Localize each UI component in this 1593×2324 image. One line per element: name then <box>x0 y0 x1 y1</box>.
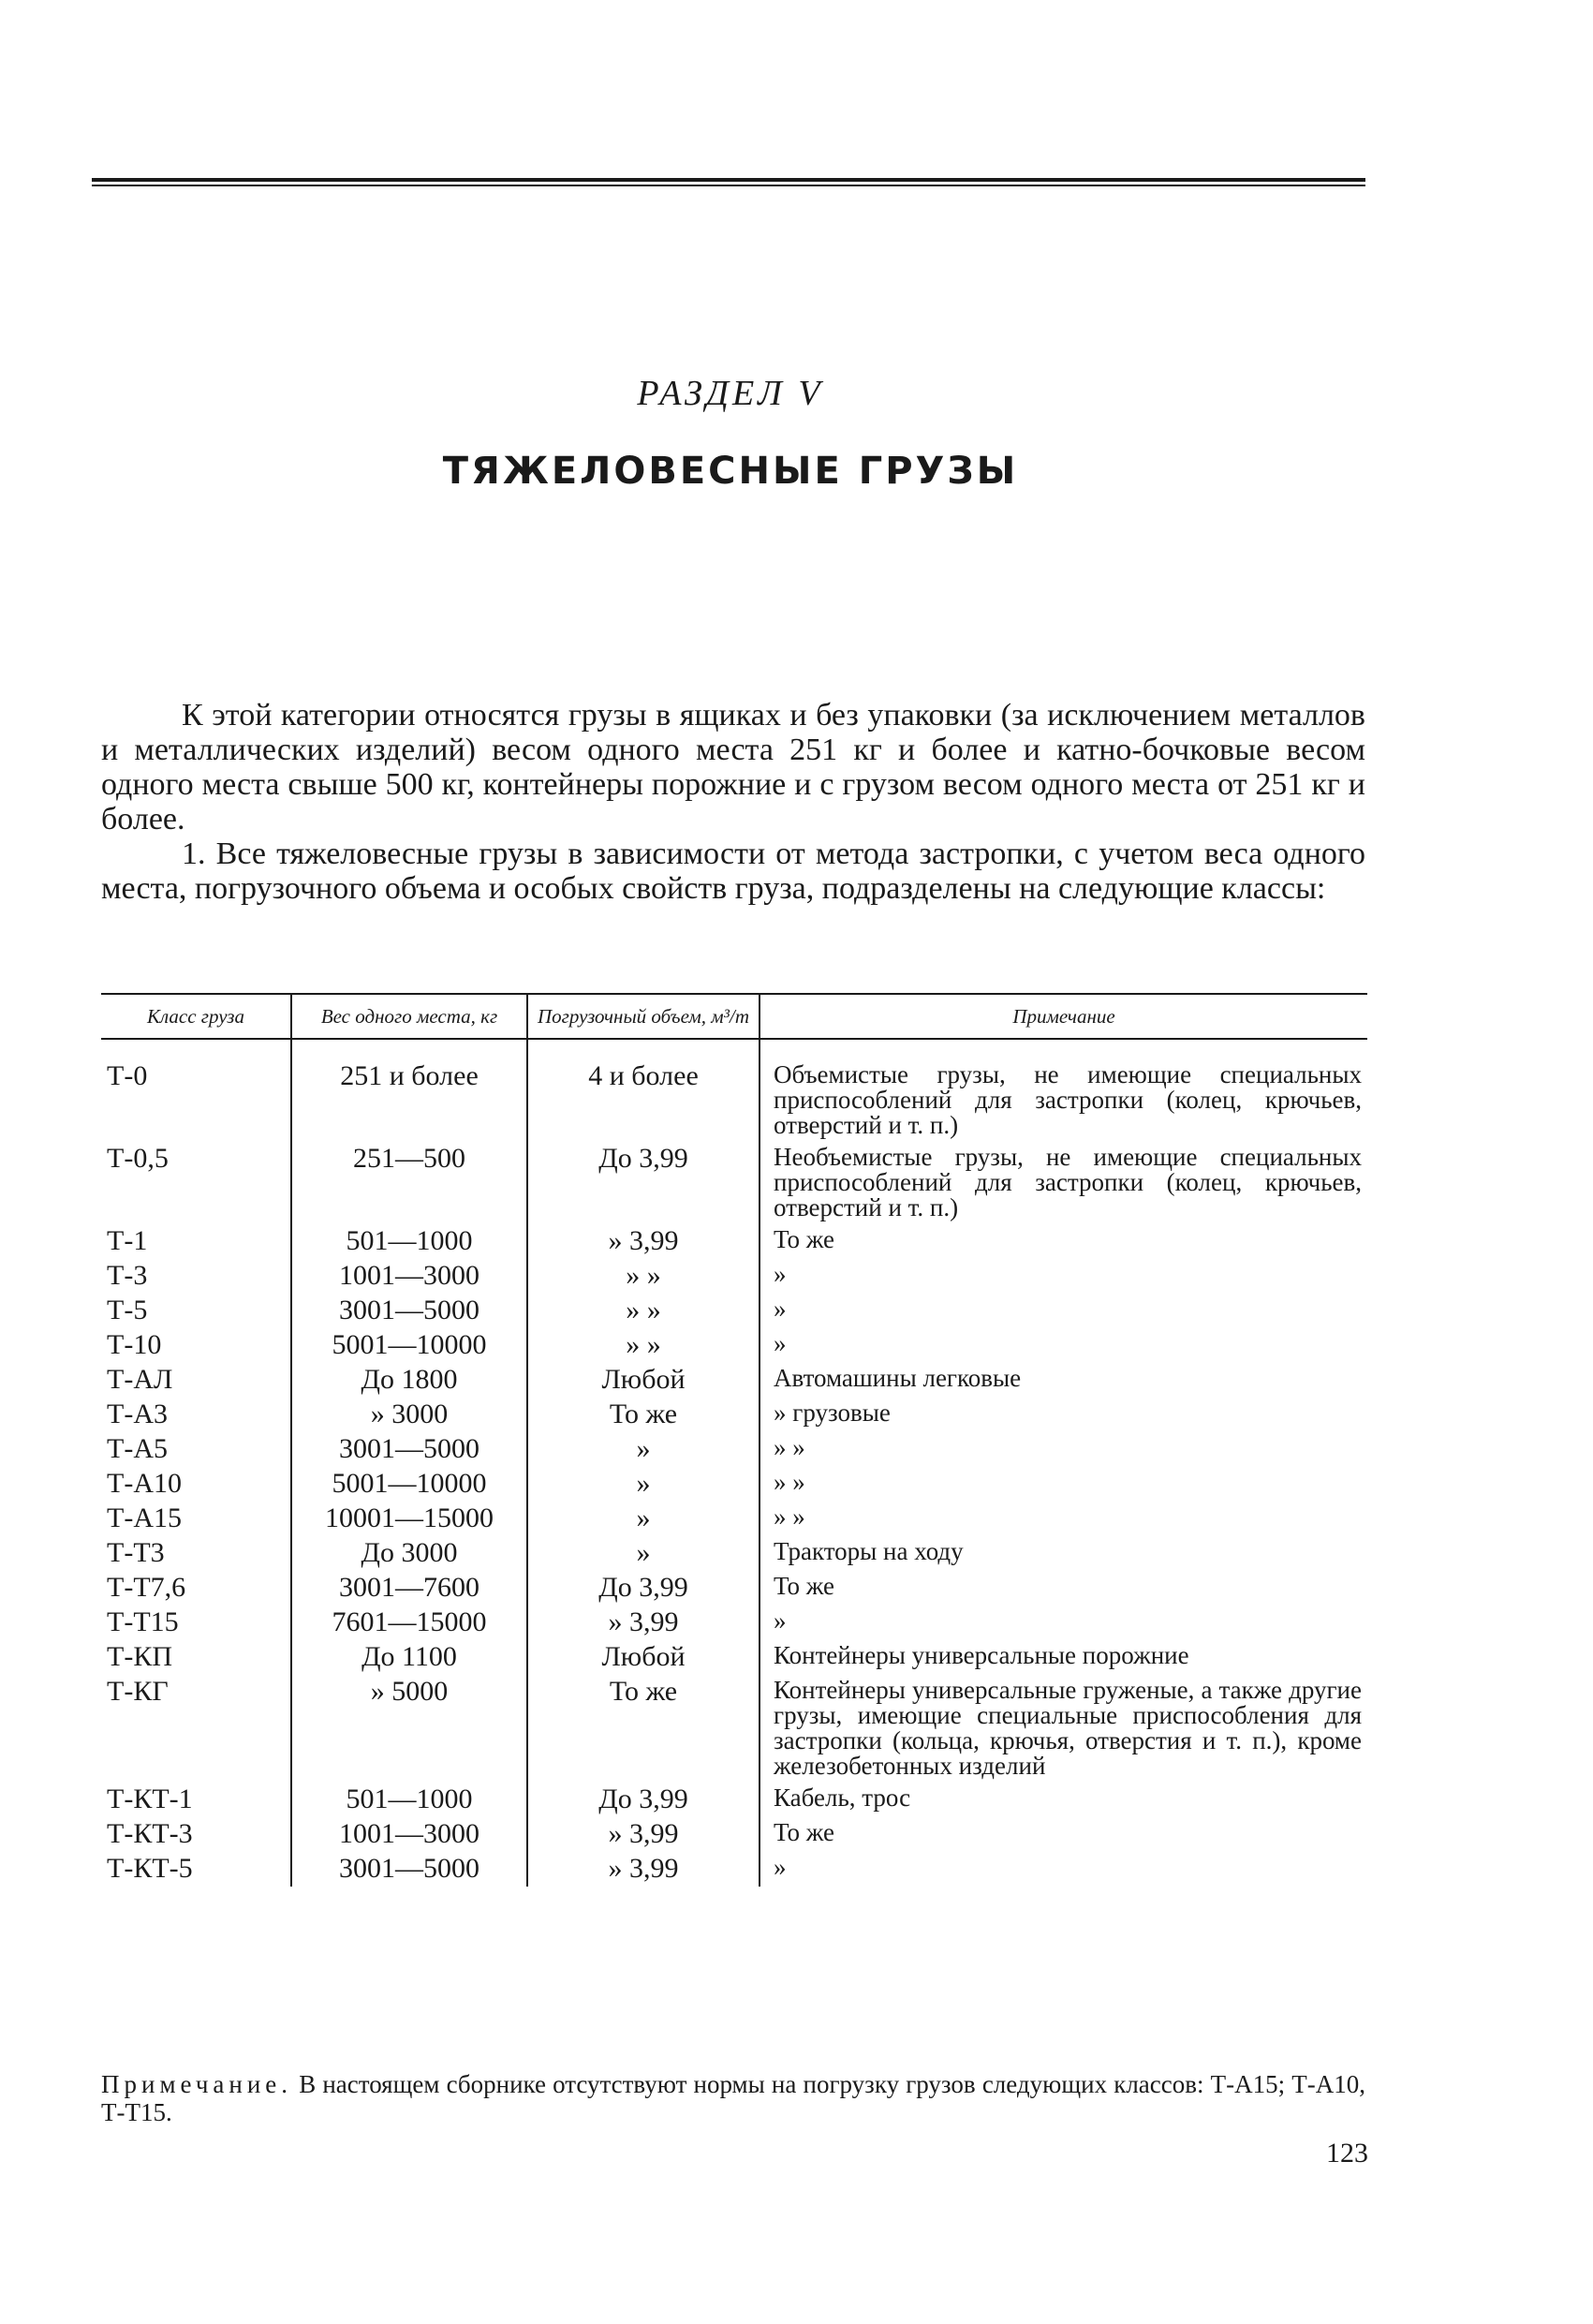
cell-unit-weight: 3001—7600 <box>291 1571 527 1606</box>
table-row <box>101 1467 1367 1502</box>
cell-cargo-class: Т-3 <box>107 1260 148 1291</box>
cell-loading-volume: » 3,99 <box>527 1224 760 1259</box>
cell-unit-weight: 251—500 <box>291 1142 527 1224</box>
cell-loading-volume: » » <box>527 1328 760 1363</box>
cell-note: То же <box>760 1571 1367 1606</box>
cell-loading-volume: Любой <box>527 1363 760 1398</box>
cell-cargo-class: Т-А3 <box>107 1399 168 1429</box>
table-row <box>101 1294 1367 1328</box>
cell-unit-weight: 5001—10000 <box>291 1328 527 1363</box>
cell-unit-weight: 1001—3000 <box>291 1817 527 1852</box>
top-rule <box>92 178 1365 186</box>
cell-cargo-class: Т-А10 <box>107 1468 182 1499</box>
table-row <box>101 1606 1367 1640</box>
cell-cargo-class: Т-АЛ <box>107 1364 173 1395</box>
table-row <box>101 1783 1367 1817</box>
cell-loading-volume: 4 и более <box>527 1039 760 1142</box>
cell-note: Автомашины легковые <box>760 1363 1367 1398</box>
cell-unit-weight: До 1100 <box>291 1640 527 1675</box>
cell-note: » <box>760 1852 1367 1887</box>
table-row <box>101 1536 1367 1571</box>
table-row <box>101 1039 1367 1142</box>
cell-note: » грузовые <box>760 1398 1367 1432</box>
cell-note: » » <box>760 1502 1367 1536</box>
cell-loading-volume: Любой <box>527 1640 760 1675</box>
intro-paragraph: 1. Все тяжеловесные грузы в зависимости от метода застропки, с учетом веса одного места, погрузочного объема и особых свойств груза, подразделены на следующие классы: <box>101 836 1365 906</box>
header-cargo-class: Класс груза <box>101 994 291 1039</box>
table-row <box>101 1328 1367 1363</box>
cell-unit-weight: » 3000 <box>291 1398 527 1432</box>
cell-cargo-class: Т-10 <box>107 1329 162 1360</box>
cell-loading-volume: То же <box>527 1675 760 1783</box>
header-unit-weight: Вес одного места, кг <box>291 994 527 1039</box>
cell-unit-weight: 7601—15000 <box>291 1606 527 1640</box>
cell-unit-weight: До 3000 <box>291 1536 527 1571</box>
cell-cargo-class: Т-Т3 <box>107 1537 165 1568</box>
cell-loading-volume: До 3,99 <box>527 1142 760 1224</box>
cell-cargo-class: Т-0 <box>107 1060 148 1091</box>
cell-note: Необъемистые грузы, не имеющие специальных приспособлений для застропки (колец, крючьев, отверстий и т. п.) <box>760 1142 1367 1224</box>
cell-loading-volume: » <box>527 1502 760 1536</box>
cell-loading-volume: » <box>527 1432 760 1467</box>
intro-text <box>101 698 1365 906</box>
cell-cargo-class: Т-1 <box>107 1225 148 1256</box>
cell-unit-weight: До 1800 <box>291 1363 527 1398</box>
cell-unit-weight: 251 и более <box>291 1039 527 1142</box>
table-row <box>101 1640 1367 1675</box>
table-row <box>101 1502 1367 1536</box>
cell-note: » <box>760 1259 1367 1294</box>
cell-loading-volume: » 3,99 <box>527 1852 760 1887</box>
cell-cargo-class: Т-КТ-5 <box>107 1853 193 1884</box>
table-row <box>101 1852 1367 1887</box>
page-number: 123 <box>1326 2138 1368 2169</box>
intro-paragraph: К этой категории относятся грузы в ящиках и без упаковки (за исключением металлов и металлических изделий) весом одного места 251 кг и более и катно-бочковые весом одного места свыше 500 кг, контейнеры порожние и с грузом весом одного места от 251 кг и более. <box>101 698 1365 836</box>
header-loading-volume: Погрузочный объем, м³/т <box>527 994 760 1039</box>
cell-note: » <box>760 1328 1367 1363</box>
cell-loading-volume: » 3,99 <box>527 1606 760 1640</box>
cell-loading-volume: » 3,99 <box>527 1817 760 1852</box>
table-row <box>101 1675 1367 1783</box>
cell-loading-volume: » <box>527 1467 760 1502</box>
cell-unit-weight: 501—1000 <box>291 1224 527 1259</box>
cell-cargo-class: Т-Т7,6 <box>107 1572 186 1603</box>
cell-note: Объемистые грузы, не имеющие специальных приспособлений для застропки (колец, крючьев, отверстий и т. п.) <box>760 1039 1367 1142</box>
cell-note: » <box>760 1606 1367 1640</box>
footnote-label: Примечание. <box>101 2070 293 2098</box>
cell-cargo-class: Т-А5 <box>107 1433 168 1464</box>
section-title: ТЯЖЕЛОВЕСНЫЕ ГРУЗЫ <box>442 450 1019 493</box>
cell-unit-weight: 3001—5000 <box>291 1852 527 1887</box>
cell-note: » <box>760 1294 1367 1328</box>
cell-loading-volume: » <box>527 1536 760 1571</box>
table-body <box>101 1039 1367 1887</box>
cell-cargo-class: Т-Т15 <box>107 1606 179 1637</box>
cell-unit-weight: » 5000 <box>291 1675 527 1783</box>
cell-note: То же <box>760 1817 1367 1852</box>
cell-note: То же <box>760 1224 1367 1259</box>
cell-cargo-class: Т-А15 <box>107 1502 182 1533</box>
cell-note: » » <box>760 1432 1367 1467</box>
table-row <box>101 1817 1367 1852</box>
table-row <box>101 1571 1367 1606</box>
cell-loading-volume: » » <box>527 1294 760 1328</box>
table-header-row <box>101 994 1367 1039</box>
cell-unit-weight: 501—1000 <box>291 1783 527 1817</box>
table-row <box>101 1259 1367 1294</box>
cell-unit-weight: 5001—10000 <box>291 1467 527 1502</box>
table-row <box>101 1398 1367 1432</box>
table-row <box>101 1224 1367 1259</box>
cargo-class-table <box>101 993 1367 1887</box>
footnote <box>101 2070 1365 2126</box>
cell-unit-weight: 3001—5000 <box>291 1294 527 1328</box>
cell-unit-weight: 1001—3000 <box>291 1259 527 1294</box>
cell-loading-volume: До 3,99 <box>527 1783 760 1817</box>
table-row <box>101 1142 1367 1224</box>
cell-loading-volume: До 3,99 <box>527 1571 760 1606</box>
cell-note: Контейнеры универсальные порожние <box>760 1640 1367 1675</box>
table-row <box>101 1363 1367 1398</box>
cell-unit-weight: 3001—5000 <box>291 1432 527 1467</box>
header-note: Примечание <box>760 994 1367 1039</box>
cell-cargo-class: Т-0,5 <box>107 1143 169 1174</box>
cell-cargo-class: Т-КТ-3 <box>107 1818 193 1849</box>
cell-loading-volume: То же <box>527 1398 760 1432</box>
cell-note: » » <box>760 1467 1367 1502</box>
cell-unit-weight: 10001—15000 <box>291 1502 527 1536</box>
cell-note: Тракторы на ходу <box>760 1536 1367 1571</box>
table-row <box>101 1432 1367 1467</box>
cell-cargo-class: Т-КП <box>107 1641 172 1672</box>
cell-note: Контейнеры универсальные груженые, а также другие грузы, имеющие специальные приспособления для застропки (кольца, крючья, отверстия и т. п.), кроме железобетонных изделий <box>760 1675 1367 1783</box>
cell-cargo-class: Т-КГ <box>107 1676 169 1707</box>
cell-loading-volume: » » <box>527 1259 760 1294</box>
cell-cargo-class: Т-5 <box>107 1295 148 1325</box>
section-label: РАЗДЕЛ V <box>637 374 824 413</box>
footnote-text: В настоящем сборнике отсутствуют нормы на погрузку грузов следующих классов: Т-А15; Т-А10, Т-Т15. <box>101 2070 1365 2126</box>
cell-note: Кабель, трос <box>760 1783 1367 1817</box>
cell-cargo-class: Т-КТ-1 <box>107 1784 193 1814</box>
